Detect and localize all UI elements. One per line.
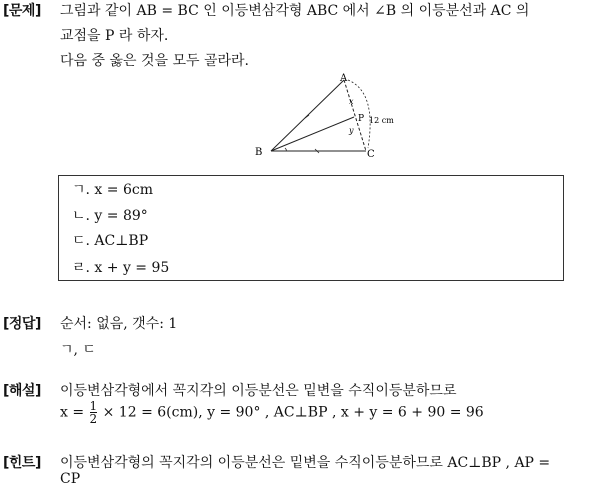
answer-line-2: ㄱ, ㄷ (60, 342, 96, 358)
label-c: C (367, 149, 375, 160)
bisector-bp (271, 117, 354, 151)
problem-line-3: 다음 중 옳은 것을 모두 골라라. (60, 53, 249, 69)
triangle-figure (245, 70, 405, 162)
problem-tag: [문제] (3, 3, 41, 19)
problem-line-1: 그림과 같이 AB = BC 인 이등변삼각형 ABC 에서 ∠B 의 이등분선과 AC 의 (60, 3, 530, 19)
hint-line-1: 이등변삼각형의 꼭지각의 이등분선은 밑변을 수직이등분하므로 AC⊥BP , AP = (60, 455, 551, 471)
problem-line-2: 교점을 P 라 하자. (60, 28, 169, 44)
label-b: B (255, 147, 263, 158)
hint-line-2: CP (60, 471, 81, 487)
option-3: ㄷ. AC⊥BP (72, 233, 149, 249)
answer-tag: [정답] (3, 316, 41, 332)
label-length: 12 cm (369, 116, 394, 125)
solution-tag: [해설] (3, 383, 41, 399)
solution-fraction (90, 400, 98, 425)
solution-eq-rest: × 12 = 6(cm), y = 90° , AC⊥BP , x + y = 6 + 90 = 96 (102, 404, 484, 421)
label-x: x (349, 97, 354, 106)
option-1: ㄱ. x = 6cm (72, 182, 153, 198)
solution-equation (60, 400, 484, 425)
fraction-numerator: 1 (89, 399, 98, 413)
hint-tag: [힌트] (3, 455, 41, 471)
solution-eq-prefix: x = (60, 404, 85, 421)
label-y: y (349, 126, 354, 135)
option-2: ㄴ. y = 89° (72, 208, 148, 224)
solution-line-1: 이등변삼각형에서 꼭지각의 이등분선은 밑변을 수직이등분하므로 (60, 383, 457, 399)
label-a: A (340, 73, 348, 84)
label-p: P (358, 114, 365, 124)
option-4: ㄹ. x + y = 95 (72, 260, 170, 276)
fraction-denominator: 2 (89, 412, 98, 426)
answer-line-1: 순서: 없음, 갯수: 1 (60, 316, 178, 332)
side-ab (271, 80, 344, 151)
